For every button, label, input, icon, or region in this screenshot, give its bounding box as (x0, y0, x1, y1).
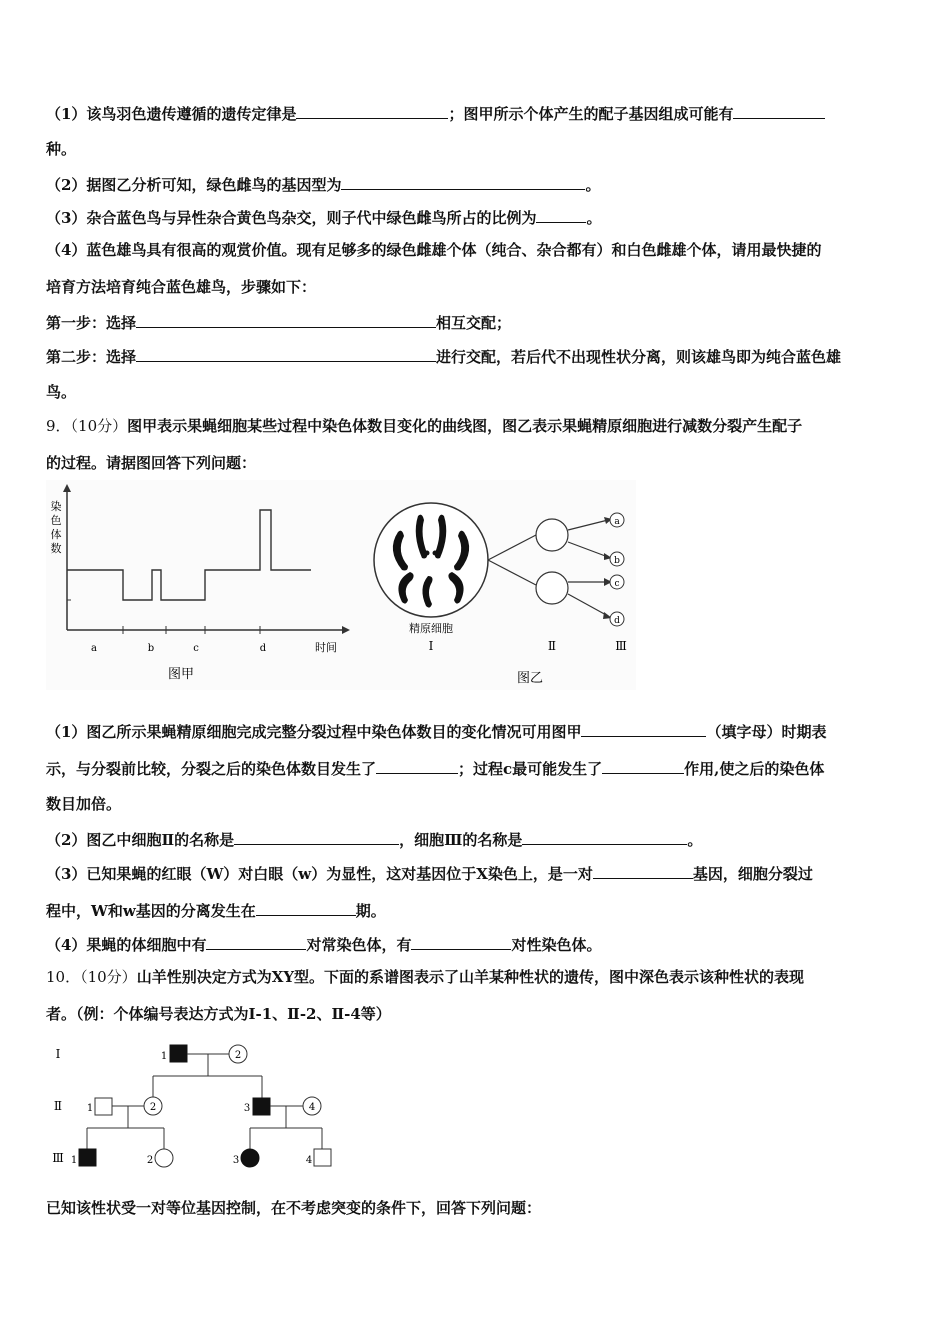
answer-blank[interactable] (593, 862, 693, 879)
answer-blank[interactable] (733, 102, 825, 119)
q8-step1: 第一步：选择 相互交配； (46, 311, 511, 333)
q10-tail: 已知该性状受一对等位基因控制，在不考虑突变的条件下，回答下列问题： (46, 1199, 542, 1217)
answer-blank[interactable] (136, 311, 436, 328)
small-chromosome (425, 551, 430, 556)
answer-blank[interactable] (256, 899, 356, 916)
stage-label: Ⅲ (615, 639, 627, 653)
individual-number: 4 (308, 1102, 316, 1113)
q9-part3: （3）已知果蝇的红眼（W）对白眼（w）为显性，这对基因位于X染色上，是一对 基因，细胞分裂过 (46, 862, 813, 884)
q8-part1: （1）该鸟羽色遗传遵循的遗传定律是 ；图甲所示个体产生的配子基因组成可能有 (46, 102, 825, 124)
q9-part1-cont: 示，与分裂前比较，分裂之后的染色体数目发生了 ；过程c最可能发生了 作用,使之后的染色体 (46, 757, 824, 779)
answer-blank[interactable] (136, 345, 436, 362)
gamete-label: a (614, 517, 620, 527)
q9-part2: （2）图乙中细胞Ⅱ的名称是 ，细胞Ⅲ的名称是 。 (46, 828, 702, 850)
stage-label: Ⅰ (428, 639, 434, 653)
q8-part4: （4）蓝色雄鸟具有很高的观赏价值。现有足够多的绿色雌雄个体（纯合、杂合都有）和白色雌雄个体，请用最快捷的 (46, 241, 822, 259)
y-label-char: 数 (50, 542, 62, 555)
unaffected-female (155, 1149, 173, 1167)
affected-male (79, 1149, 96, 1166)
secondary-spermatocyte-cell (536, 519, 568, 551)
y-label-char: 体 (50, 528, 62, 541)
unaffected-male (95, 1098, 112, 1115)
answer-blank[interactable] (206, 933, 306, 950)
answer-blank[interactable] (411, 933, 511, 950)
answer-blank[interactable] (234, 828, 399, 845)
answer-blank[interactable] (376, 757, 458, 774)
figure-caption: 图甲 (167, 667, 195, 682)
period-label: b (147, 643, 155, 654)
q9-figures (46, 480, 636, 690)
answer-blank[interactable] (296, 102, 448, 119)
spermatogonium-cell (374, 503, 488, 617)
x-axis-label: 时间 (315, 641, 337, 654)
generation-label: Ⅲ (52, 1151, 64, 1165)
q8-part3: （3）杂合蓝色鸟与异性杂合黄色鸟杂交，则子代中绿色雌鸟所占的比例为 。 (46, 206, 601, 228)
secondary-spermatocyte-cell (536, 572, 568, 604)
pedigree-chart (46, 1036, 346, 1176)
y-label-char: 染 (50, 500, 62, 513)
individual-number: 3 (232, 1155, 240, 1166)
q8-step2: 第二步：选择 进行交配，若后代不出现性状分离，则该雄鸟即为纯合蓝色雄 (46, 345, 841, 367)
affected-male (253, 1098, 270, 1115)
individual-number: 1 (70, 1155, 78, 1166)
q8-part2: （2）据图乙分析可知，绿色雌鸟的基因型为 。 (46, 173, 600, 195)
gamete-label: d (614, 616, 620, 626)
generation-label: Ⅰ (55, 1047, 61, 1061)
unaffected-male (314, 1149, 331, 1166)
affected-male (170, 1045, 187, 1062)
q9-stem-cont: 的过程。请据图回答下列问题： (46, 454, 257, 472)
individual-number: 1 (86, 1103, 94, 1114)
small-chromosome (433, 551, 438, 556)
q9-stem: 9．（10分）图甲表示果蝇细胞某些过程中染色体数目变化的曲线图，图乙表示果蝇精原细胞进行减数分裂产生配子 (46, 417, 803, 435)
q10-stem: 10．（10分）山羊性别决定方式为XY型。下面的系谱图表示了山羊某种性状的遗传，图中深色表示该种性状的表现 (46, 968, 805, 986)
gamete-label: b (614, 556, 620, 566)
period-label: d (259, 643, 267, 654)
q8-step2-cont: 鸟。 (46, 383, 77, 401)
individual-number: 2 (234, 1050, 242, 1061)
answer-blank[interactable] (522, 828, 687, 845)
individual-number: 4 (305, 1155, 313, 1166)
answer-blank[interactable] (602, 757, 684, 774)
stage-label: Ⅱ (547, 639, 557, 653)
individual-number: 3 (243, 1103, 251, 1114)
individual-number: 2 (146, 1155, 154, 1166)
y-label-char: 色 (50, 514, 62, 527)
generation-label: Ⅱ (53, 1099, 63, 1113)
q9-part4: （4）果蝇的体细胞中有 对常染色体，有 对性染色体。 (46, 933, 601, 955)
period-label: a (91, 643, 97, 654)
gamete-label: c (614, 579, 620, 589)
answer-blank[interactable] (341, 173, 585, 190)
q9-part1-end: 数目加倍。 (46, 795, 122, 813)
answer-blank[interactable] (581, 720, 706, 737)
individual-number: 1 (160, 1051, 168, 1062)
q10-stem-cont: 者。（例：个体编号表达方式为Ⅰ-1、Ⅱ-2、Ⅱ-4等） (46, 1005, 391, 1023)
q9-part1: （1）图乙所示果蝇精原细胞完成完整分裂过程中染色体数目的变化情况可用图甲 （填字母）时期表 (46, 720, 826, 742)
individual-number: 2 (149, 1102, 157, 1113)
q9-part3-cont: 程中，W和w基因的分离发生在 期。 (46, 899, 386, 921)
q8-part4-cont: 培育方法培育纯合蓝色雄鸟，步骤如下： (46, 278, 317, 296)
cell-label: 精原细胞 (409, 622, 453, 635)
period-label: c (193, 643, 199, 654)
figure-caption: 图乙 (516, 671, 544, 686)
affected-female (241, 1149, 259, 1167)
answer-blank[interactable] (536, 206, 586, 223)
q8-part1-cont: 种。 (46, 140, 77, 158)
